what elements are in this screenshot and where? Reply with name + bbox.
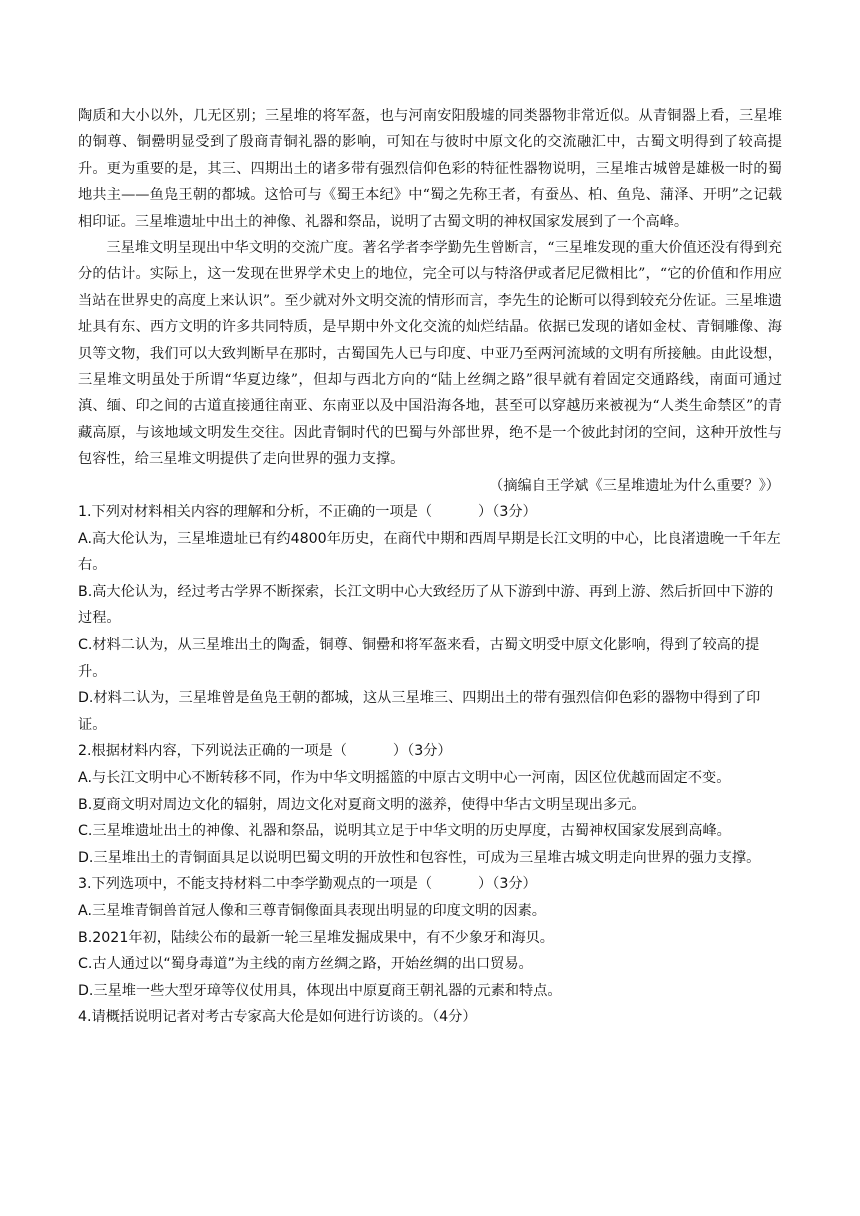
option-a: A.与长江文明中心不断转移不同，作为中华文明摇篮的中原古文明中心一河南，因区位优越而固定不变。 <box>78 770 731 787</box>
question-2 <box>78 738 782 871</box>
option-a: A.高大伦认为，三星堆遗址已有约4800年历史，在商代中期和西周早期是长江文明的中心，比良渚遗晚一千年左右。 <box>78 530 781 574</box>
option-b: B.夏商文明对周边文化的辐射，周边文化对夏商文明的滋养，使得中华古文明呈现出多元。 <box>78 796 646 813</box>
option-a: A.三星堆青铜兽首冠人像和三尊青铜像面具表现出明显的印度文明的因素。 <box>78 903 546 919</box>
question-stem: 4.请概括说明记者对考古专家高大伦是如何进行访谈的。（4分） <box>78 1009 477 1026</box>
option-b: B.高大伦认为，经过考古学界不断探索，长江文明中心大致经历了从下游到中游、再到上游、然后折回中下游的过程。 <box>78 583 774 627</box>
option-d: D.材料二认为，三星堆曾是鱼凫王朝的都城，这从三星堆三、四期出土的带有强烈信仰色彩的器物中得到了印证。 <box>78 690 761 733</box>
option-c: C.材料二认为，从三星堆出土的陶盉，铜尊、铜罍和将军盔来看，古蜀文明受中原文化影响，得到了较高的提升。 <box>78 637 760 680</box>
question-3 <box>78 871 782 1004</box>
passage-paragraph-2: 三星堆文明呈现出中华文明的交流广度。著名学者李学勤先生曾断言，“三星堆发现的重大价值还没有得到充分的估计。实际上，这一发现在世界学术史上的地位，完全可以与特洛伊或者尼尼微相比”，“它的价值和作用应当站在世界史的高度上来认识”。至少就对外文明交流的情形而言，李先生的论断可以得到较充分佐证。三星堆遗址具有东、西方文明的许多共同特质，是早期中外文化交流的灿烂结晶。依据已发现的诸如金杖、青铜雕像、海贝等文物，我们可以大致判断早在那时，古蜀国先人已与印度、中亚乃至两河流域的文明有所接触。由此设想，三星堆文明虽处于所谓“华夏边缘”，但却与西北方向的“陆上丝绸之路”很早就有着固定交通路线，南面可通过滇、缅、印之间的古道直接通往南亚、东南亚以及中国沿海各地，甚至可以穿越历来被视为“人类生命禁区”的青藏高原，与该地域文明发生交往。因此青铜时代的巴蜀与外部世界，绝不是一个彼此封闭的空间，这种开放性与包容性，给三星堆文明提供了走向世界的强力支撑。 <box>78 240 782 468</box>
question-stem <box>78 871 782 898</box>
option-c: C.三星堆遗址出土的神像、礼器和祭品，说明其立足于中华文明的历史厚度，古蜀神权国家发展到高峰。 <box>78 823 731 840</box>
question-1 <box>78 499 782 738</box>
question-score: ）（3分） <box>392 743 452 760</box>
question-stem <box>78 738 782 765</box>
question-score: ）（3分） <box>478 876 537 893</box>
question-stem-text: 2.根据材料内容，下列说法正确的一项是（ <box>78 743 347 760</box>
question-4 <box>78 1004 782 1031</box>
question-stem <box>78 499 782 526</box>
question-stem-text: 3.下列选项中，不能支持材料二中李学勤观点的一项是（ <box>78 876 433 893</box>
question-score: ）（3分） <box>478 504 537 521</box>
option-d: D.三星堆一些大型牙璋等仪仗用具，体现出中原夏商王朝礼器的元素和特点。 <box>78 982 562 999</box>
passage-source: （摘编自王学斌《三星堆遗址为什么重要？》） <box>489 477 780 494</box>
question-stem-text: 1.下列对材料相关内容的理解和分析，不正确的一项是（ <box>78 504 433 521</box>
page-content <box>78 103 782 1031</box>
option-c: C.古人通过以“蜀身毒道”为主线的南方丝绸之路，开始丝绸的出口贸易。 <box>78 956 533 973</box>
option-d: D.三星堆出土的青铜面具足以说明巴蜀文明的开放性和包容性，可成为三星堆古城文明走向世界的强力支撑。 <box>78 849 761 866</box>
passage-paragraph-1: 陶质和大小以外，几无区别；三星堆的将军盔，也与河南安阳殷墟的同类器物非常近似。从青铜器上看，三星堆的铜尊、铜罍明显受到了殷商青铜礼器的影响，可知在与彼时中原文化的交流融汇中，古蜀文明得到了较高提升。更为重要的是，其三、四期出土的诸多带有强烈信仰色彩的特征性器物说明，三星堆古城曾是雄极一时的蜀地共主——鱼凫王朝的都城。这恰可与《蜀王本纪》中“蜀之先称王者，有蚕丛、柏、鱼凫、蒲泽、开明”之记载相印证。三星堆遗址中出土的神像、礼器和祭品，说明了古蜀文明的神权国家发展到了一个高峰。 <box>78 108 782 230</box>
option-b: B.2021年初，陆续公布的最新一轮三星堆发掘成果中，有不少象牙和海贝。 <box>78 929 554 946</box>
